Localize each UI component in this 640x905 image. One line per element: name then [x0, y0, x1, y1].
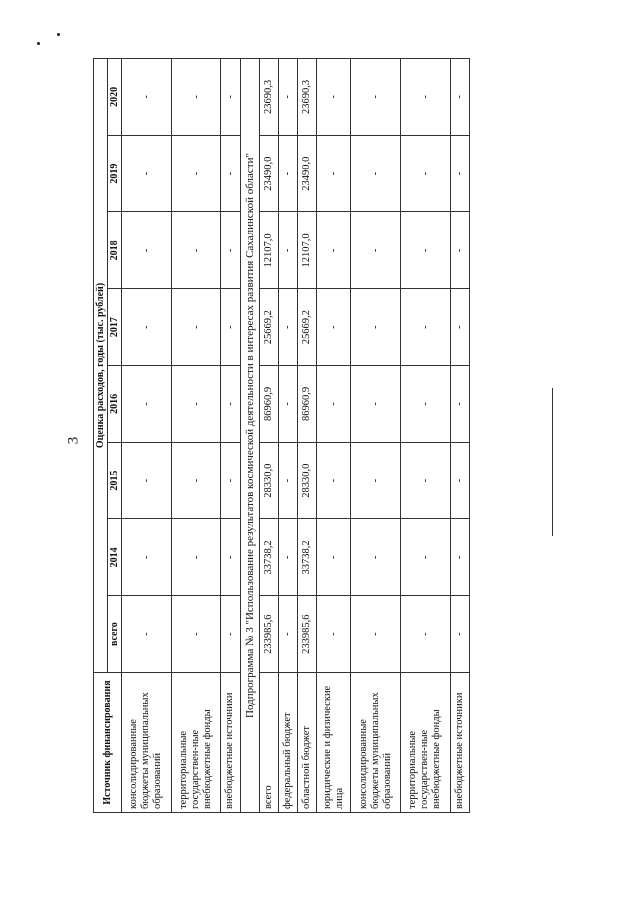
row-value: -: [401, 289, 451, 366]
row-value: -: [122, 59, 172, 136]
row-value: -: [316, 442, 350, 519]
table-row: [450, 59, 469, 813]
row-value: -: [221, 59, 240, 136]
table-header: [94, 59, 122, 813]
table-row: [122, 59, 172, 813]
scan-dot: [57, 33, 60, 36]
row-value: -: [278, 596, 297, 673]
row-value: -: [316, 519, 350, 596]
row-value: -: [351, 519, 401, 596]
row-value: 12107,0: [259, 212, 278, 289]
table-row: [316, 59, 350, 813]
row-value: 25669,2: [259, 289, 278, 366]
header-source: Источник финансирования: [94, 673, 122, 813]
table-row: [221, 59, 240, 813]
header-estimate: Оценка расходов, годы (тыс. рублей): [94, 59, 108, 673]
row-value: -: [316, 289, 350, 366]
row-value: -: [278, 135, 297, 212]
table-row: [401, 59, 451, 813]
row-value: 233985,6: [259, 596, 278, 673]
table-body-top: [122, 59, 241, 813]
row-label: консолидированные бюджеты муниципальных образований: [122, 673, 172, 813]
row-label: консолидированные бюджеты муниципальных образований: [351, 673, 401, 813]
header-col: всего: [108, 596, 122, 673]
table-body-bottom: [259, 59, 469, 813]
row-label: внебюджетные источники: [221, 673, 240, 813]
row-label: федеральный бюджет: [278, 673, 297, 813]
row-value: -: [316, 366, 350, 443]
row-value: -: [278, 289, 297, 366]
subprogram-row: [240, 59, 259, 813]
row-value: -: [450, 135, 469, 212]
row-value: -: [221, 519, 240, 596]
scan-dot: [37, 42, 40, 45]
row-value: -: [122, 366, 172, 443]
row-value: -: [401, 366, 451, 443]
row-label: территориальные государствен-ные внебюджетные фонды: [171, 673, 221, 813]
row-value: -: [401, 212, 451, 289]
row-label: внебюджетные источники: [450, 673, 469, 813]
row-value: -: [351, 366, 401, 443]
table-row: [171, 59, 221, 813]
row-value: -: [221, 366, 240, 443]
row-value: -: [221, 596, 240, 673]
row-value: -: [450, 442, 469, 519]
row-value: -: [122, 519, 172, 596]
row-value: -: [316, 59, 350, 136]
header-col: 2014: [108, 519, 122, 596]
row-value: 23690,3: [259, 59, 278, 136]
row-value: 12107,0: [297, 212, 316, 289]
row-value: 33738,2: [259, 519, 278, 596]
row-value: -: [351, 596, 401, 673]
row-value: -: [316, 596, 350, 673]
row-value: -: [122, 135, 172, 212]
row-value: -: [351, 59, 401, 136]
row-value: -: [278, 59, 297, 136]
row-value: -: [401, 442, 451, 519]
row-value: -: [221, 442, 240, 519]
row-value: -: [278, 366, 297, 443]
row-value: -: [171, 289, 221, 366]
row-value: -: [171, 596, 221, 673]
row-value: -: [401, 59, 451, 136]
row-value: -: [278, 442, 297, 519]
row-value: 86960,9: [259, 366, 278, 443]
table-row: [259, 59, 278, 813]
subprogram-title: Подпрограмма № 3 "Использование результатов космической деятельности в интересах развития Сахалинской области": [240, 59, 259, 813]
header-col: 2016: [108, 366, 122, 443]
row-value: -: [122, 212, 172, 289]
row-value: 23490,0: [259, 135, 278, 212]
row-value: -: [221, 212, 240, 289]
row-value: 233985,6: [297, 596, 316, 673]
row-value: -: [450, 366, 469, 443]
row-value: -: [316, 212, 350, 289]
row-value: -: [450, 59, 469, 136]
row-value: 28330,0: [259, 442, 278, 519]
page-number: 3: [65, 436, 82, 445]
subprogram-row-group: [240, 59, 259, 813]
header-col: 2018: [108, 212, 122, 289]
row-value: -: [221, 289, 240, 366]
table-row: [351, 59, 401, 813]
separator-line: [552, 388, 553, 536]
row-value: 23490,0: [297, 135, 316, 212]
row-value: -: [351, 289, 401, 366]
row-value: -: [316, 135, 350, 212]
row-value: -: [351, 135, 401, 212]
row-value: -: [221, 135, 240, 212]
row-value: -: [122, 289, 172, 366]
row-label: областной бюджет: [297, 673, 316, 813]
row-value: -: [171, 135, 221, 212]
row-value: -: [401, 135, 451, 212]
rotated-table-wrapper: [93, 58, 470, 813]
header-col: 2019: [108, 135, 122, 212]
table-row: [278, 59, 297, 813]
table-row: [297, 59, 316, 813]
header-col: 2020: [108, 59, 122, 136]
row-value: -: [401, 596, 451, 673]
row-value: -: [450, 289, 469, 366]
row-label: юридические и физические лица: [316, 673, 350, 813]
row-value: -: [278, 519, 297, 596]
row-label: всего: [259, 673, 278, 813]
row-value: 25669,2: [297, 289, 316, 366]
row-value: -: [171, 212, 221, 289]
row-value: -: [171, 366, 221, 443]
row-value: -: [351, 442, 401, 519]
row-value: -: [171, 519, 221, 596]
header-col: 2017: [108, 289, 122, 366]
row-value: 33738,2: [297, 519, 316, 596]
row-value: -: [278, 212, 297, 289]
row-value: -: [171, 442, 221, 519]
row-value: 28330,0: [297, 442, 316, 519]
financing-table: [93, 58, 470, 813]
row-value: -: [401, 519, 451, 596]
row-value: -: [351, 212, 401, 289]
row-value: 86960,9: [297, 366, 316, 443]
row-value: -: [122, 442, 172, 519]
row-value: -: [450, 596, 469, 673]
row-value: -: [450, 519, 469, 596]
row-value: -: [122, 596, 172, 673]
row-value: 23690,3: [297, 59, 316, 136]
row-value: -: [171, 59, 221, 136]
row-label: территориальные государствен-ные внебюджетные фонды: [401, 673, 451, 813]
row-value: -: [450, 212, 469, 289]
header-col: 2015: [108, 442, 122, 519]
